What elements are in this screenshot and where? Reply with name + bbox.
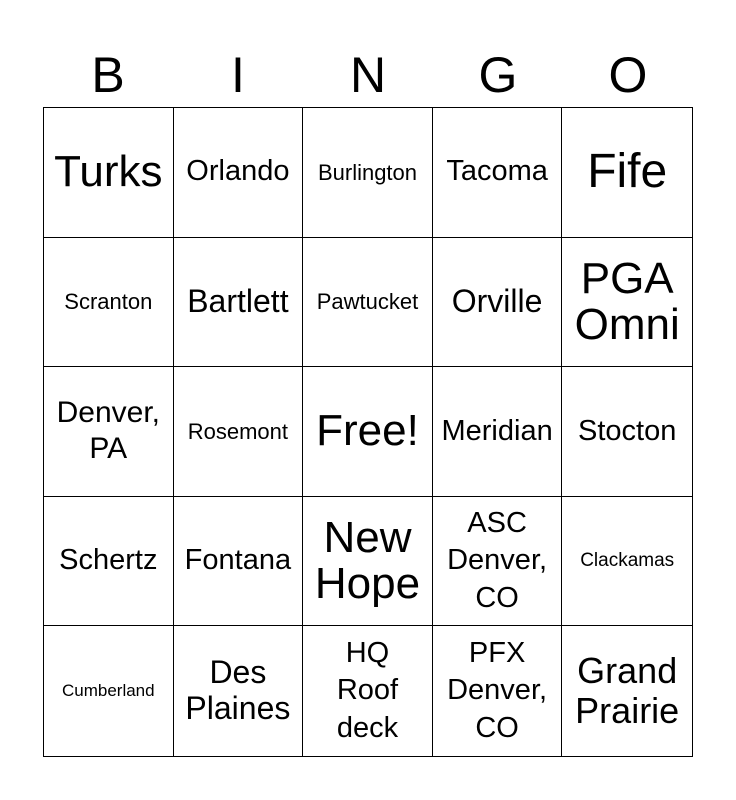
bingo-cell-label: Clackamas <box>580 550 675 572</box>
bingo-cell-label: Rosemont <box>187 418 289 444</box>
bingo-cell[interactable] <box>44 367 174 497</box>
bingo-cell[interactable] <box>562 238 692 368</box>
bingo-cell[interactable] <box>433 108 563 238</box>
free-space-cell[interactable] <box>303 367 433 497</box>
bingo-cell-label: Fontana <box>184 544 292 577</box>
bingo-cell-label: Cumberland <box>61 681 155 701</box>
bingo-cell-label: PGA Omni <box>574 253 680 349</box>
bingo-cell[interactable] <box>174 108 304 238</box>
bingo-cell[interactable] <box>433 238 563 368</box>
bingo-cell-label: Burlington <box>317 159 418 185</box>
bingo-cell-label: Denver, PA <box>56 396 160 466</box>
bingo-cell[interactable] <box>433 497 563 627</box>
header-letter-g: G <box>478 47 518 103</box>
header-letter-o: O <box>608 47 648 103</box>
bingo-cell-label: Schertz <box>59 544 158 577</box>
bingo-cell[interactable] <box>174 238 304 368</box>
header-letter-i: I <box>231 47 245 103</box>
bingo-cell-label: Pawtucket <box>316 289 419 315</box>
bingo-cell[interactable] <box>303 238 433 368</box>
bingo-cell-label: Fife <box>587 145 668 199</box>
header-letter-b: B <box>91 47 125 103</box>
bingo-cell[interactable] <box>44 626 174 756</box>
bingo-cell[interactable] <box>562 108 692 238</box>
bingo-cell[interactable] <box>44 108 174 238</box>
free-space-label: Free! <box>316 406 419 456</box>
header-letter-n: N <box>349 47 387 103</box>
bingo-cell[interactable] <box>562 626 692 756</box>
bingo-cell-label: ASC Denver, CO <box>447 506 548 614</box>
bingo-cell-label: Scranton <box>64 289 153 315</box>
bingo-cell[interactable] <box>433 626 563 756</box>
bingo-cell-label: Tacoma <box>446 155 548 188</box>
bingo-cell-label: Turks <box>54 147 163 197</box>
bingo-cell[interactable] <box>174 626 304 756</box>
bingo-cell-label: HQ Roof deck <box>336 636 399 745</box>
bingo-header <box>43 42 693 108</box>
bingo-cell-label: Bartlett <box>187 282 289 319</box>
bingo-cell-label: PFX Denver, CO <box>447 636 548 745</box>
bingo-cell[interactable] <box>303 626 433 756</box>
bingo-cell-label: Des Plaines <box>185 654 291 727</box>
bingo-cell[interactable] <box>433 367 563 497</box>
bingo-cell[interactable] <box>562 367 692 497</box>
bingo-cell-label: Orlando <box>186 155 290 188</box>
bingo-card-grid <box>43 107 693 757</box>
bingo-cell[interactable] <box>562 497 692 627</box>
bingo-cell-label: Stocton <box>578 414 677 447</box>
bingo-cell-label: Meridian <box>441 414 553 447</box>
bingo-cell[interactable] <box>174 497 304 627</box>
bingo-cell[interactable] <box>174 367 304 497</box>
bingo-cell[interactable] <box>303 108 433 238</box>
bingo-cell-label: Grand Prairie <box>575 649 680 732</box>
bingo-cell-label: Orville <box>451 282 543 319</box>
bingo-cell[interactable] <box>303 497 433 627</box>
bingo-cell[interactable] <box>44 238 174 368</box>
bingo-cell-label: New Hope <box>314 512 421 609</box>
bingo-cell[interactable] <box>44 497 174 627</box>
